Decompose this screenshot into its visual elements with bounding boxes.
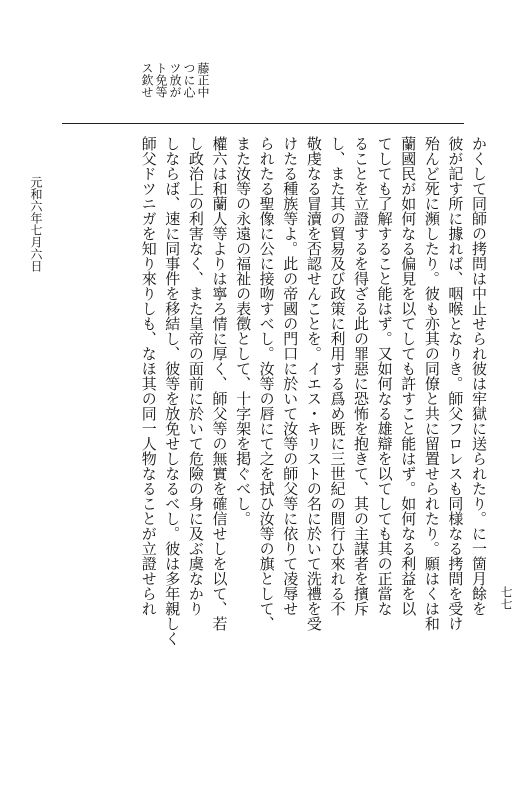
header-line: ツ放が: [168, 62, 182, 98]
text-column: また汝等の永遠の福祉の表徴として、十字架を掲ぐべし。: [234, 136, 253, 526]
text-column: 彼が記す所に據れば、咽喉となりき。師父フロレスも同様なる拷問を受け: [446, 136, 465, 631]
header-line: ス欽せ: [140, 62, 154, 98]
text-column: 殆んど死に瀕したり。彼も亦其の同僚と共に留置せられたり。願はくは和: [422, 136, 441, 631]
text-column: 權六は和蘭人等よりは寧ろ情に厚く、師父等の無實を確信せしを以て、若: [210, 136, 229, 631]
text-column: てしても了解すること能はず。又如何なる雄辯を以てしても其の正當な: [375, 136, 394, 616]
body-text: [70, 136, 490, 696]
text-column: し、また其の貿易及び政策に利用する爲め既に三世紀の間行ひ來れる不: [328, 136, 347, 616]
text-column: 敬虔なる冒瀆を否認せんことを。イエス・キリストの名に於いて洗禮を受: [304, 136, 323, 631]
header-line: ト免等: [154, 62, 168, 98]
text-column: しならば、速に同事件を移結し、彼等を放免せしなるべし。彼は多年親しく: [163, 136, 182, 646]
text-column: し政治上の利害なく、また皇帝の面前に於いて危險の身に及ぶ虞なかり: [186, 136, 205, 616]
header-line: つに心: [182, 62, 196, 98]
text-column: ることを立證するを得ざる此の罪惡に恐怖を抱きて、其の主謀者を擯斥: [352, 136, 371, 616]
text-column: 師父ドツニガを知り來りしも、なほ其の同一人物なることが立證せられ: [139, 136, 158, 616]
running-header: [140, 62, 210, 132]
header-rule: [62, 123, 464, 124]
text-column: けたる種族等よ。此の帝國の門口に於いて汝等の師父等に依りて凌辱せ: [281, 136, 300, 616]
dateline: 元和六年七月六日: [29, 176, 43, 272]
header-line: 藤正中: [196, 62, 210, 98]
page-number: 七七: [499, 586, 513, 610]
text-column: かくして同師の拷問は中止せられ彼は牢獄に送られたり。に一箇月餘を: [470, 136, 488, 616]
text-column: られたる聖像に公に接吻すべし。汝等の唇にて之を拭ひ汝等の旗として、: [257, 136, 276, 631]
text-column: 蘭國民が如何なる偏見を以てしても許すこと能はず。如何なる利益を以: [399, 136, 418, 616]
